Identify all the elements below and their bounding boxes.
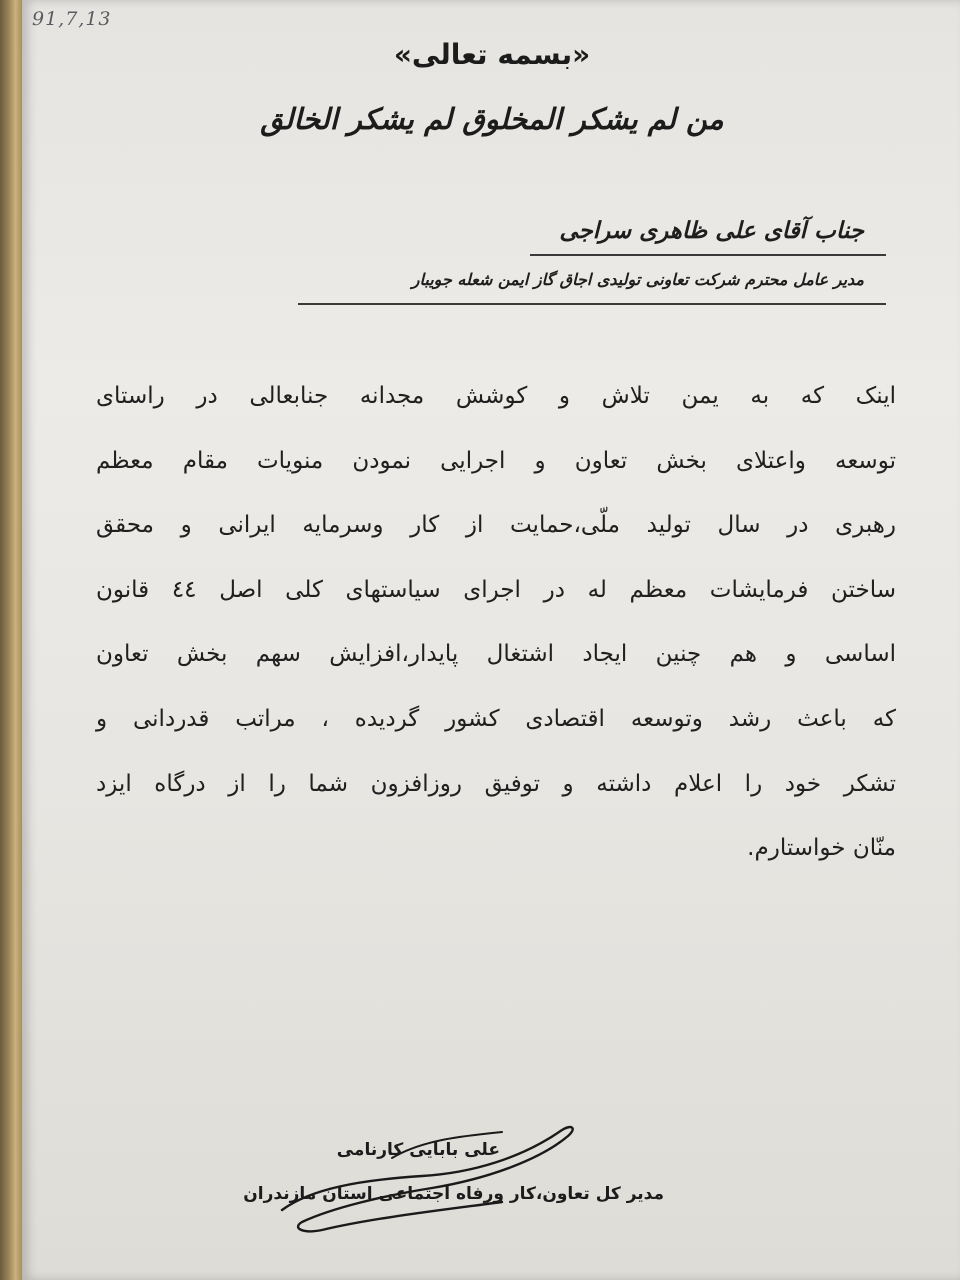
body-line: اساسی و هم چنین ایجاد اشتغال پایدار،افزایش سهم بخش تعاون [96, 641, 896, 668]
addressee-title-underline [298, 303, 886, 305]
quote-heading: من لم یشکر المخلوق لم یشکر الخالق [260, 102, 724, 136]
document-frame-edge [0, 0, 22, 1280]
addressee-name: جناب آقای علی ظاهری سراجی [559, 218, 864, 244]
addressee-name-underline [530, 254, 886, 256]
addressee-title: مدیر عامل محترم شرکت تعاونی تولیدی اجاق گاز ایمن شعله جویبار [411, 270, 864, 289]
body-line: که باعث رشد وتوسعه اقتصادی کشور گردیده ، مراتب قدردانی و [96, 705, 896, 732]
body-line: تشکر خود را اعلام داشته و توفیق روزافزون شما را از درگاه ایزد [96, 770, 896, 797]
handwritten-date: 91,7,13 [32, 8, 112, 30]
body-line: توسعه واعتلای بخش تعاون و اجرایی نمودن منویات مقام معظم [96, 447, 896, 474]
body-line: اینک که به یمن تلاش و کوشش مجدانه جنابعالی در راستای [96, 383, 896, 409]
letter-body [96, 372, 896, 889]
bismeh-heading: «بسمه تعالی» [393, 38, 591, 71]
body-line: ساختن فرمایشات معظم له در اجرای سیاستهای کلی اصل ٤٤ قانون [96, 576, 896, 603]
body-line: منّان خواستارم. [747, 835, 896, 862]
signer-name: علی بابایی کارنامی [336, 1140, 500, 1160]
signer-title: مدیر کل تعاون،کار ورفاه اجتماعی استان مازندران [243, 1184, 664, 1204]
letter-paper [22, 0, 960, 1280]
handwritten-signature [272, 1118, 582, 1238]
body-line: رهبری در سال تولید ملّی،حمایت از کار وسرمایه ایرانی و محقق [96, 512, 896, 539]
